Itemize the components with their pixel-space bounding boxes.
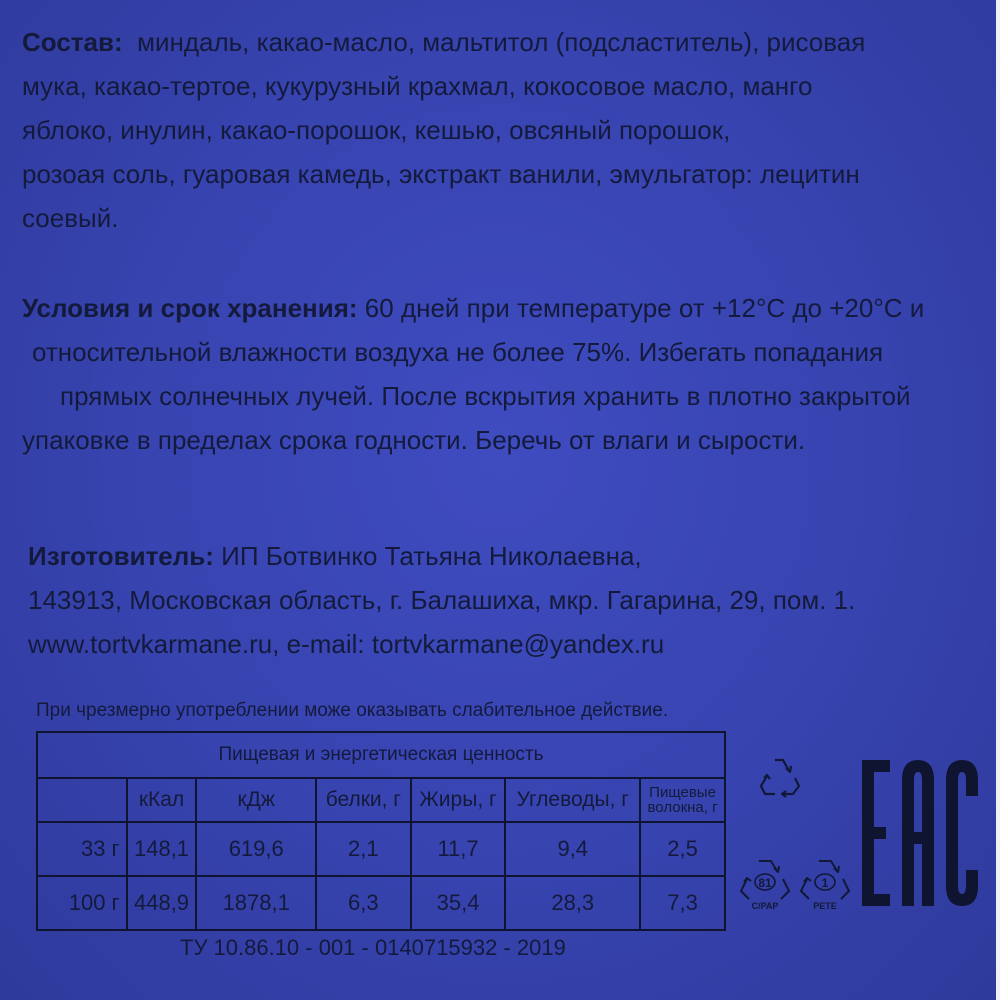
table-cell: 9,4: [505, 822, 640, 876]
recycle-icon: [755, 752, 805, 807]
table-header-cell: белки, г: [316, 778, 411, 822]
manufacturer-address: 143913, Московская область, г. Балашиха, мкр. Гагарина, 29, пом. 1.: [28, 585, 856, 615]
manufacturer-label: Изготовитель:: [28, 541, 214, 571]
table-cell: 11,7: [411, 822, 506, 876]
table-cell: 448,9: [127, 876, 197, 930]
laxative-warning: При чрезмерно употреблении може оказывать слабительное действие.: [36, 700, 669, 721]
package-edge: [996, 0, 1000, 1000]
manufacturer-section: [28, 534, 855, 666]
nutrition-title: Пищевая и энергетическая ценность: [37, 732, 725, 778]
table-cell: 2,5: [640, 822, 725, 876]
table-cell: 35,4: [411, 876, 506, 930]
composition-line: миндаль, какао-масло, мальтитол (подсластитель), рисовая: [137, 27, 866, 57]
storage-label: Условия и срок хранения:: [22, 293, 358, 323]
table-row: [37, 876, 725, 930]
recycle-number: 1: [821, 876, 829, 890]
manufacturer-contacts: www.tortvkarmane.ru, e-mail: tortvkarmane@yandex.ru: [28, 629, 665, 659]
composition-line: мука, какао-тертое, кукурузный крахмал, кокосовое масло, манго: [22, 71, 813, 101]
table-cell: 100 г: [37, 876, 127, 930]
table-cell: 2,1: [316, 822, 411, 876]
recycle-caption: PETE: [813, 901, 837, 911]
table-cell: 148,1: [127, 822, 197, 876]
storage-line: 60 дней при температуре от +12°С до +20°С и: [364, 293, 925, 323]
composition-line: яблоко, инулин, какао-порошок, кешью, овсяный порошок,: [22, 115, 731, 145]
nutrition-header-row: [37, 778, 725, 822]
table-header-cell: Жиры, г: [411, 778, 506, 822]
recycle-triangle-icon: [795, 855, 855, 905]
nutrition-title-row: [37, 732, 725, 778]
composition-line: соевый.: [22, 203, 119, 233]
storage-section: [22, 286, 924, 462]
table-header-cell: [37, 778, 127, 822]
storage-line: прямых солнечных лучей. После вскрытия хранить в плотно закрытой: [60, 381, 911, 411]
recycle-code-1: [795, 855, 855, 910]
tu-code: ТУ 10.86.10 - 001 - 0140715932 - 2019: [180, 935, 566, 960]
recycle-number: 81: [758, 876, 772, 890]
table-cell: 33 г: [37, 822, 127, 876]
table-header-cell: кКал: [127, 778, 197, 822]
composition-label: Состав:: [22, 27, 123, 57]
recycle-caption: C/PAP: [751, 901, 779, 911]
table-header-cell: Углеводы, г: [505, 778, 640, 822]
recycle-triangle-icon: [735, 855, 795, 905]
storage-line: упаковке в пределах срока годности. Беречь от влаги и сырости.: [22, 425, 806, 455]
table-cell: 6,3: [316, 876, 411, 930]
table-cell: 619,6: [196, 822, 316, 876]
table-header-cell: кДж: [196, 778, 316, 822]
nutrition-table: [36, 731, 726, 931]
recycle-code-81: [735, 855, 795, 910]
manufacturer-name: ИП Ботвинко Татьяна Николаевна,: [221, 541, 642, 571]
composition-line: розоая соль, гуаровая камедь, экстракт ванили, эмульгатор: лецитин: [22, 159, 860, 189]
storage-line: относительной влажности воздуха не более 75%. Избегать попадания: [32, 337, 884, 367]
table-row: [37, 822, 725, 876]
table-header-cell: Пищевые волокна, г: [640, 778, 725, 822]
table-cell: 28,3: [505, 876, 640, 930]
table-cell: 7,3: [640, 876, 725, 930]
table-cell: 1878,1: [196, 876, 316, 930]
composition-section: [22, 20, 865, 240]
eac-mark-icon: [862, 760, 980, 915]
